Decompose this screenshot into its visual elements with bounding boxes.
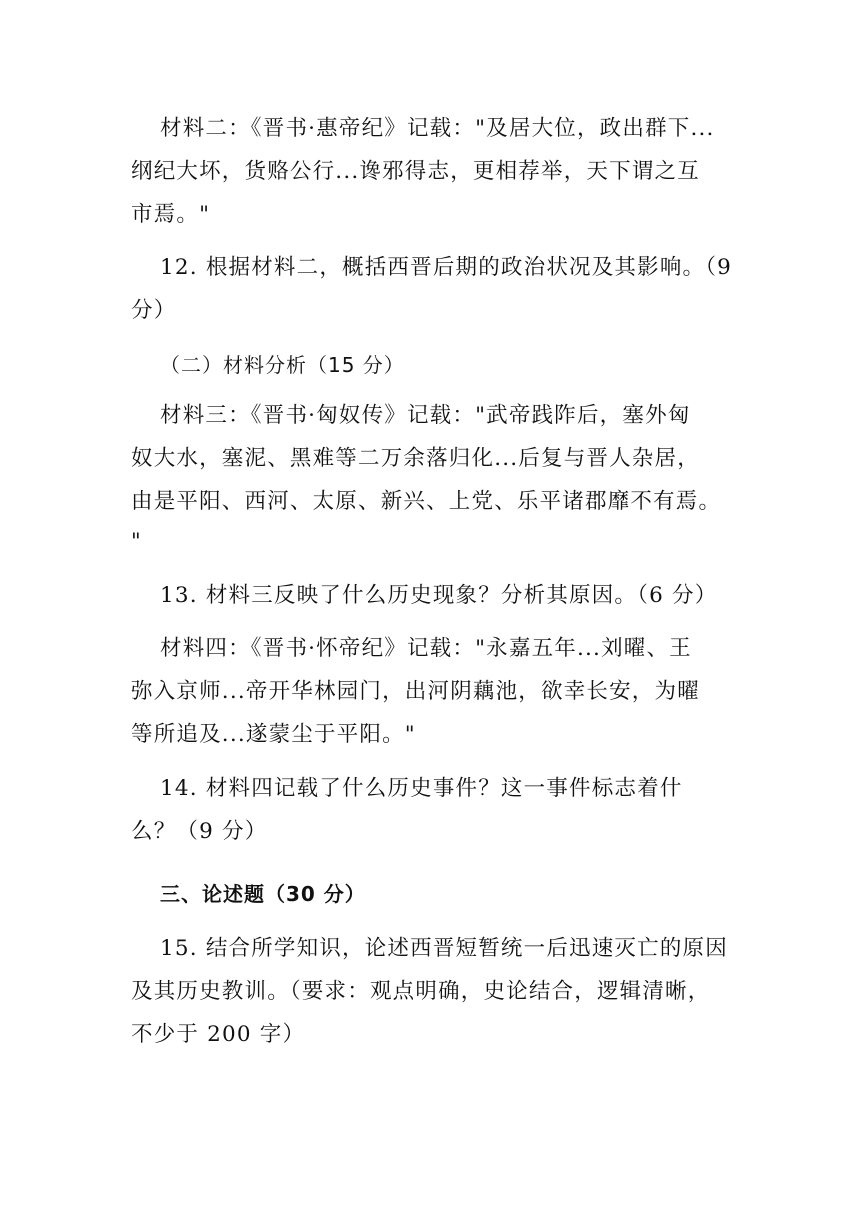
material-3-line-3: 由是平阳、西河、太原、新兴、上党、乐平诸郡靡不有焉。 [131, 489, 722, 514]
material-4-line-3: 等所追及...遂蒙尘于平阳。" [131, 722, 416, 747]
question-15-line-3: 不少于 200 字） [131, 1022, 306, 1047]
question-13: 13. 材料三反映了什么历史现象？分析其原因。（6 分） [160, 583, 718, 608]
material-4-line-2: 弥入京师...帝开华林园门，出河阴藕池，欲幸长安，为曜 [131, 679, 700, 704]
material-2-line-2: 纲纪大坏，货赂公行...谗邪得志，更相荐举，天下谓之互 [131, 159, 700, 184]
question-14-line-1: 14. 材料四记载了什么历史事件？这一事件标志着什 [160, 776, 683, 801]
material-3-line-2: 奴大水，塞泥、黑难等二万余落归化...后复与晋人杂居， [131, 446, 700, 471]
question-14-line-2: 么？（9 分） [131, 819, 268, 844]
question-12-line-2: 分） [131, 298, 177, 323]
material-2-line-1: 材料二：《晋书·惠帝纪》记载："及居大位，政出群下... [160, 116, 715, 141]
material-3-line-1: 材料三：《晋书·匈奴传》记载："武帝践阼后，塞外匈 [160, 403, 691, 428]
question-15-line-1: 15. 结合所学知识，论述西晋短暂统一后迅速灭亡的原因 [160, 936, 728, 961]
section-2-heading: （二）材料分析（15 分） [160, 353, 405, 377]
section-3-heading: 三、论述题（30 分） [160, 882, 366, 906]
question-15-line-2: 及其历史教训。（要求：观点明确，史论结合，逻辑清晰， [131, 979, 711, 1004]
question-12-line-1: 12. 根据材料二，概括西晋后期的政治状况及其影响。（9 [160, 255, 733, 280]
material-3-line-4: " [131, 529, 142, 553]
material-2-line-3: 市焉。" [131, 202, 211, 227]
material-4-line-1: 材料四：《晋书·怀帝纪》记载："永嘉五年...刘曜、王 [160, 636, 692, 661]
